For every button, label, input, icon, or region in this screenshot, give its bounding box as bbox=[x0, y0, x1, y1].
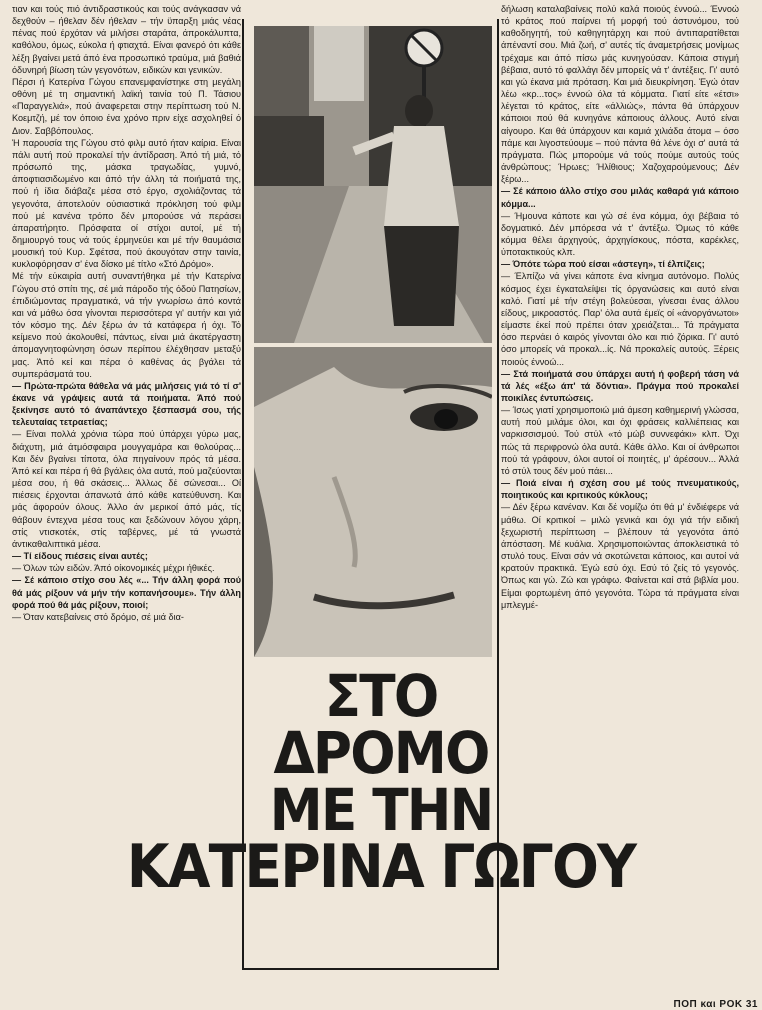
paragraph: τιαν και τούς πιό άντιδραστικούς και τούς ανάγκασαν νά δεχθούν – ήθελαν δέν ήθελαν – τήν ϋπαρξη μιάς νέας πένας πού έρχόταν νά μιλήσει σταράτα, άπροκάλυπτα, καθόλου, όμως, εύκολα ή φτιαχτά. Είναι φανερό ότι κάθε λέξη βγαίνει μετά άπό ένα προσωπικό τραύμα, μιά βαθιά όδυνηρή βίωση τών γεγονότων, ειδικών και γενικών. bbox=[12, 4, 241, 75]
title-line-4: ΚΑΤΕΡΙΝΑ ΓΩΓΟΥ bbox=[126, 832, 636, 902]
paragraph: δήλωση καταλαβαίνεις πολύ καλά ποιούς έννοώ... Έννοώ τό κράτος πού παίρνει τή μορφή τού άστυνόμου, τού καθοδηγητή, τού καθηγητάρχη και πού άντιπαρατίθεται άπέναντί σου. Μιά ζωή, σ' αυτές τίς άναμετρήσεις μονίμως τρέχαμε και άπό πίσω μάς κυνηγούσαν. Κάποια στιγμή βέβαια, αυτό τό φαλλάγι δέν μπορείς νά τ' άντέξεις. Γι' αυτό και γώ έκανα μιά πρόταση. Και μιά διευκρίνηση. Έγώ όταν λέω «κρ...τος» έννοώ όλα τά κόμματα. Γιατί είτε «έτσι» λέγεται τό κράτος, είτε «άλλιώς», πάντα θά ύπάρχουν κάποιοι πού θά κυνηγάνε κάποιους άλλους. Αυτό είναι αίγουρο. Και θά ύπάρχουν και καμιά χιλιάδα άτομα – όσο πάμε και λιγοστεύουμε – πού πάντα θά λένε όχι σ' αυτά τά πράγματα. Πώς μπορούμε νά τούς πούμε αυτούς τούς άνθρώπους; Ήρωες; Ήλίθιους; Χαζοχαρούμενους; Δέν ξέρω... bbox=[501, 4, 739, 185]
interview-question: — Πρώτα-πρώτα θάθελα νά μάς μιλήσεις γιά τό τί σ' έκανε νά γράψεις αυτά τά ποιήματα. Άπό πού ξεκίνησε αυτό τό άναπάντεχο ξέσπασμά σου, τής τελευταίας τετραετίας; bbox=[12, 380, 241, 428]
interview-question: — Στά ποιήματά σου ύπάρχει αυτή ή φοβερή τάση νά τά λές «έξω άπ' τά δόντια». Πράγμα πού προκαλεί ποικίλες έντυπώσεις. bbox=[501, 368, 739, 403]
article-title bbox=[30, 662, 731, 902]
interview-question: — Τί είδους πιέσεις είναι αυτές; bbox=[12, 551, 148, 562]
portrait-photo bbox=[254, 347, 492, 657]
paragraph: Πέρσι ή Κατερίνα Γώγου επανεμφανίστηκε στη μεγάλη οθόνη μέ τη σημαντική λαϊκή ταινία τού Π. Τάσιου «Παραγγελιά», πού άναφερεται στην περίπτωση τού Ν. Κοεμτζή, μέ τον όποιο ένα χρόνο πριν είχε ασχοληθεί ό Διον. Σαββόπουλος. bbox=[12, 76, 241, 136]
title-line-1: ΣΤΟ bbox=[324, 662, 438, 730]
paragraph: — Όλων τών ειδών. Άπό οίκονομικές μέχρι ήθικές. bbox=[12, 563, 215, 574]
portrait-photo-image bbox=[254, 347, 492, 657]
title-line-2: ΔΡΟΜΟ bbox=[273, 719, 489, 787]
street-photo bbox=[254, 26, 492, 343]
page-footer: ΠΟΠ και ΡΟΚ 31 bbox=[673, 999, 758, 1010]
paragraph: Ή παρουσία της Γώγου στό φιλμ αυτό ήταν καίρια. Είναι πάλι αυτή πού προκαλεί τήν άντίδραση. Άπό τή μιά, τό πρόσωπό της, μάσκα τραγωδίας, γυμνό, άποφτιασιδωμένο και άπό τήν άλλη τά ποιήματά της, πού ή ίδια διάβαζε μέσα στό έργο, σχολιάζοντας τά γεγονότα, άποτελούν ούσιαστικά πρόκληση τού φιλμ πού μέ κανένα τρόπο δέν μπορούσε νά περάσει άπαρατήρητο. Πρόσφατα οί στίχοι αυτοί, μέ τή δημιουργό τους νά τούς έρμηνεύει και μέ τήν θαυμάσια μουσική τού Κυρ. Σφέτσα, πού άκουγόταν στην ταινία, κυκλοφόρησαν σ' ένα δίσκο μέ τίτλο «Στό Δρόμο». bbox=[12, 137, 241, 270]
interview-question: — Ποιά είναι ή σχέση σου μέ τούς πνευματικούς, ποιητικούς και κριτικούς κύκλους; bbox=[501, 478, 739, 501]
interview-question: — Όπότε τώρα πού είσαι «άστεγη», τί έλπίζεις; bbox=[501, 259, 705, 270]
paragraph: — Ίσως γιατί χρησιμοποιώ μιά άμεση καθημερινή γλώσσα, αυτή πού μιλάμε όλοι, και όχι φράσεις καλλιέπειας και ναρκισσισμού. Τού στύλ «τό μώβ συννεφάκι» κλπ. Όχι πώς τά περιφρονώ όλα αυτά. Κάθε άλλο. Και οί άνθρωποι πού τά γράφουν, όλοι αυτοί οί ποιητές, μ' άρέσουν... Άλλά τό στύλ τους δέν μού πάει... bbox=[501, 405, 739, 476]
paragraph: — Είναι πολλά χρόνια τώρα πού ύπάρχει γύρω μας, διάχυτη, μιά άτμόσφαιρα μουγγαμάρα και θολούρας... Και δέν βγαίνει τίποτα, όλα πηγαίνουν πρός τά μέσα. Άπό κεί και πέρα ή θά βγάλεις όλα αυτά, πού μαζεύονται μέσα σου, ή θά σκάσεις... Άλλως δέ σώνεσαι... Οί πιέσεις έρχονται άπανωτά άπό κάθε κατεύθυνση. Και μάς άφορούν όλους. Άλλο άν μερικοί άπό μάς, τίς θάβουν έντεχνα μέσα τους και ξεδώνουν λόγου χάρη, στίς ντισκοτέκ, στίς ταβέρνες, μέ τά γνωστά άντικαθαλιπτικά μέσα. bbox=[12, 429, 241, 549]
title-line-3: ΜΕ ΤΗΝ bbox=[269, 776, 493, 844]
paragraph: — Ήμουνα κάποτε και γώ σέ ένα κόμμα, όχι βέβαια τό δογματικό. Δέν μπόρεσα νά τ' άντέξω. Όμως τό κάθε κόμμα θέλει άρχηγούς, άρχηγίσκους, πόστα, καρέκλες, ύποτακτικούς κλπ. bbox=[501, 210, 739, 258]
paragraph: — Όταν κατεβαίνεις στό δρόμο, σέ μιά δια- bbox=[12, 611, 184, 622]
street-photo-image bbox=[254, 26, 492, 343]
interview-question: — Σέ κάποιο στίχο σου λές «... Τήν άλλη φορά πού θά μάς ρίξουν νά μήν τήν κοπανήσουμε». Τήν άλλη φορά πού θά μάς ρίξουν, ποιοί; bbox=[12, 575, 241, 610]
interview-question: — Σέ κάποιο άλλο στίχο σου μιλάς καθαρά γιά κάποιο κόμμα... bbox=[501, 186, 739, 209]
paragraph: Μέ τήν εύκαιρία αυτή συναντήθηκα μέ τήν Κατερίνα Γώγου στό σπίτι της, σέ μιά πάροδο τής όδού Πατησίων, έπιδιώμοντας πραγματικά, νά τήν γνωρίσω άπό κοντά και νά μάθω όσα γίνονται περισσότερα γι' αυτήν και γιά τόν κόσμο της. Δέν ξέρω άν τά κατάφερα ή όχι. Τό κείμενο πού άκολουθεί, πάντως, είναι μιά άκατέργαστη άπομαγνητοφώνηση όσων περίπου έλέχθησαν μεταξύ μας. Άπό κεί και πέρα ό καθένας άς βγάλει τά συμπεράσματά του. bbox=[12, 271, 241, 379]
paragraph: — Δέν ξέρω κανέναν. Και δέ νομίζω ότι θά μ' ένδιέφερε νά μάθω. Οί κριτικοί – μιλώ γενικά και όχι γιά τήν ειδική ξεχωριστή περίπτωση – βλέπουν τά γεγονότα άπό άπόσταση. Μέ κυάλια. Χρησιμοποιώντας άποκλειστικά τό στυλό τους. Είναι σάν νά σκοτώνεται κάποιος, και αυτοί νά κρατούν πρακτικά. Έγώ εσύ όχι. Εσύ τό ζείς τό γεγονός. Όπως και γώ. Ζώ και γράφω. Φαίνεται καί στά βιβλία μου. Είμαι φορτωμένη άπό γεγονότα. Τώρα τά πράγματα είναι μπλεγμέ- bbox=[501, 502, 739, 610]
paragraph: — Έλπίζω νά γίνει κάποτε ένα κίνημα αυτόνομο. Πολύς κόσμος έχει έγκαταλείψει τίς όργανώσεις και αυτό είναι καλό. Γιατί μέ τήν στέγη βολεύεσαι, γίνεσαι ένας άλλου είδους, μικροαστός. Παρ' όλα αυτά έμεϊς οί «άνοργάνωτοι» είμαστε έκεί πού πρέπει όταν χρειάζεται... Τά πράγματα όσο περνάει ό καιρός γίνονται όλο και πιό ζόρικα. Γι' αυτό όσο μπορείς νά προκαλ...ίς. Νά προκαλείς αυτούς. Ξέρεις ποιούς έννοώ... bbox=[501, 271, 739, 367]
